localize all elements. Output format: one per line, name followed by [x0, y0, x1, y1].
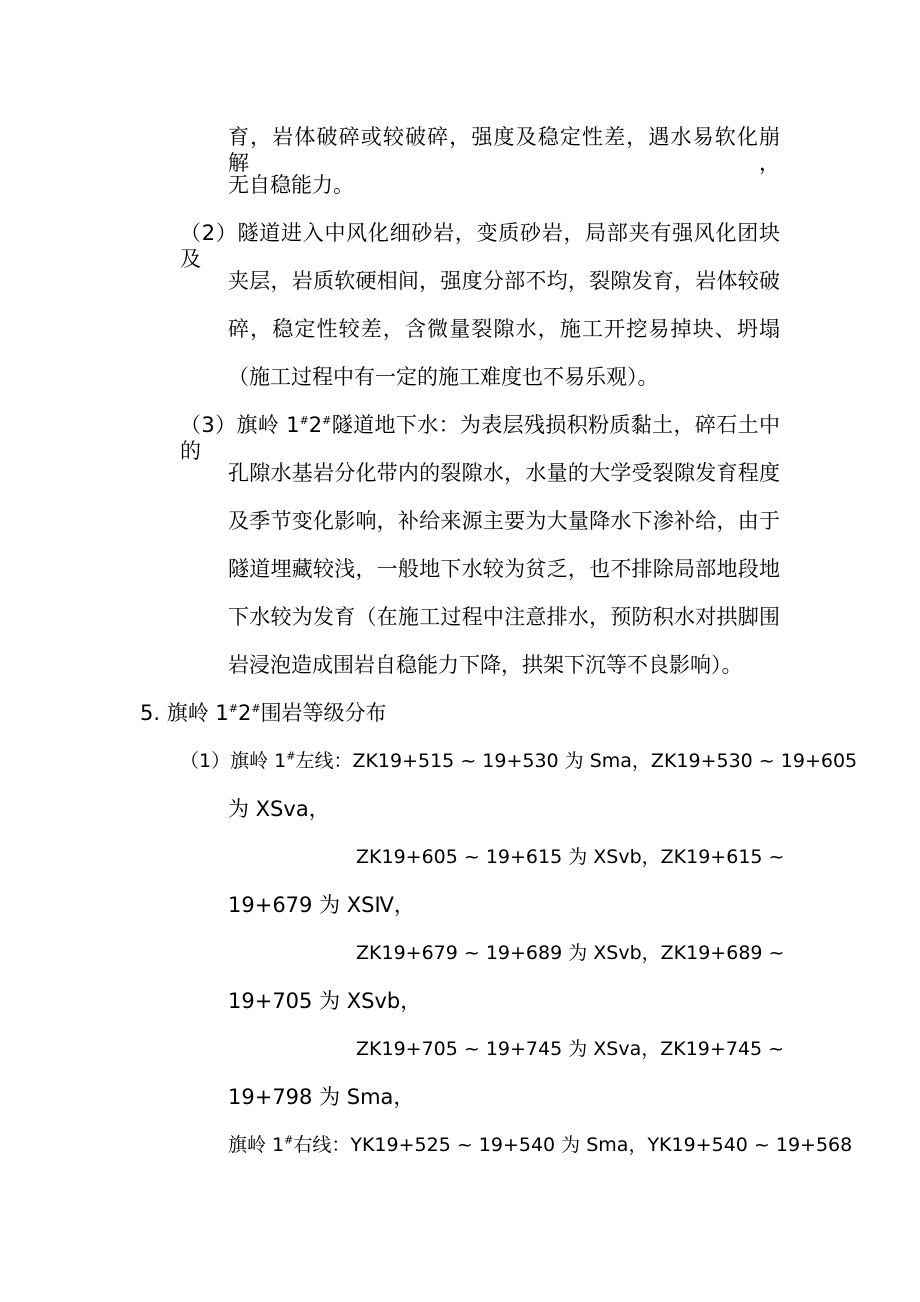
number-sign-superscript: #: [286, 749, 296, 763]
text-line-11: 下水较为发育（在施工过程中注意排水，预防积水对拱脚围: [228, 605, 780, 629]
text-line-12: 岩浸泡造成围岩自稳能力下降，拱架下沉等不良影响）。: [228, 653, 743, 677]
text-line-19: 19+705 为 XSvb，: [228, 989, 422, 1013]
text-line-10: 隧道埋藏较浅，一般地下水较为贫乏，也不排除局部地段地: [228, 557, 780, 581]
number-sign-superscript: #: [251, 702, 261, 715]
text-line-1: 育，岩体破碎或较破碎，强度及稳定性差，遇水易软化崩解，: [228, 125, 780, 175]
text-line-17: 19+679 为 XSⅣ，: [228, 893, 415, 917]
number-sign-superscript: #: [322, 414, 332, 427]
number-sign-superscript: #: [284, 1133, 294, 1147]
number-sign-superscript: #: [228, 702, 238, 715]
number-sign-superscript: #: [299, 414, 309, 427]
text-line-22: 旗岭 1#右线：YK19+525 ~ 19+540 为 Sma，YK19+540 ~ 19+568: [228, 1133, 853, 1156]
text-line-5: 碎，稳定性较差，含微量裂隙水，施工开挖易掉块、坍塌: [228, 317, 780, 341]
text-line-9: 及季节变化影响，补给来源主要为大量降水下渗补给，由于: [228, 509, 780, 533]
text-line-2: 无自稳能力。: [228, 173, 354, 197]
text-line-18: ZK19+679 ~ 19+689 为 XSvb，ZK19+689 ~: [356, 942, 785, 964]
text-line-15: 为 XSva，: [228, 797, 330, 821]
list-item-2: （2）隧道进入中风化细砂岩，变质砂岩，局部夹有强风化团块及: [180, 221, 780, 271]
section-heading: 5. 旗岭 1#2#围岩等级分布: [140, 701, 387, 725]
list-item-3: （3）旗岭 1#2#隧道地下水：为表层残损积粉质黏土，碎石土中的: [180, 413, 780, 463]
text-line-21: 19+798 为 Sma，: [228, 1085, 415, 1109]
text-line-4: 夹层，岩质软硬相间，强度分部不均，裂隙发育，岩体较破: [228, 269, 780, 293]
text-line-8: 孔隙水基岩分化带内的裂隙水，水量的大学受裂隙发育程度: [228, 461, 780, 485]
list-item-1: （1）旗岭 1#左线：ZK19+515 ~ 19+530 为 Sma，ZK19+530 ~ 19+605: [180, 749, 858, 772]
text-line-20: ZK19+705 ~ 19+745 为 XSva，ZK19+745 ~: [356, 1038, 785, 1060]
text-line-6: （施工过程中有一定的施工难度也不易乐观）。: [228, 365, 659, 389]
text-line-16: ZK19+605 ~ 19+615 为 XSvb，ZK19+615 ~: [356, 846, 785, 868]
